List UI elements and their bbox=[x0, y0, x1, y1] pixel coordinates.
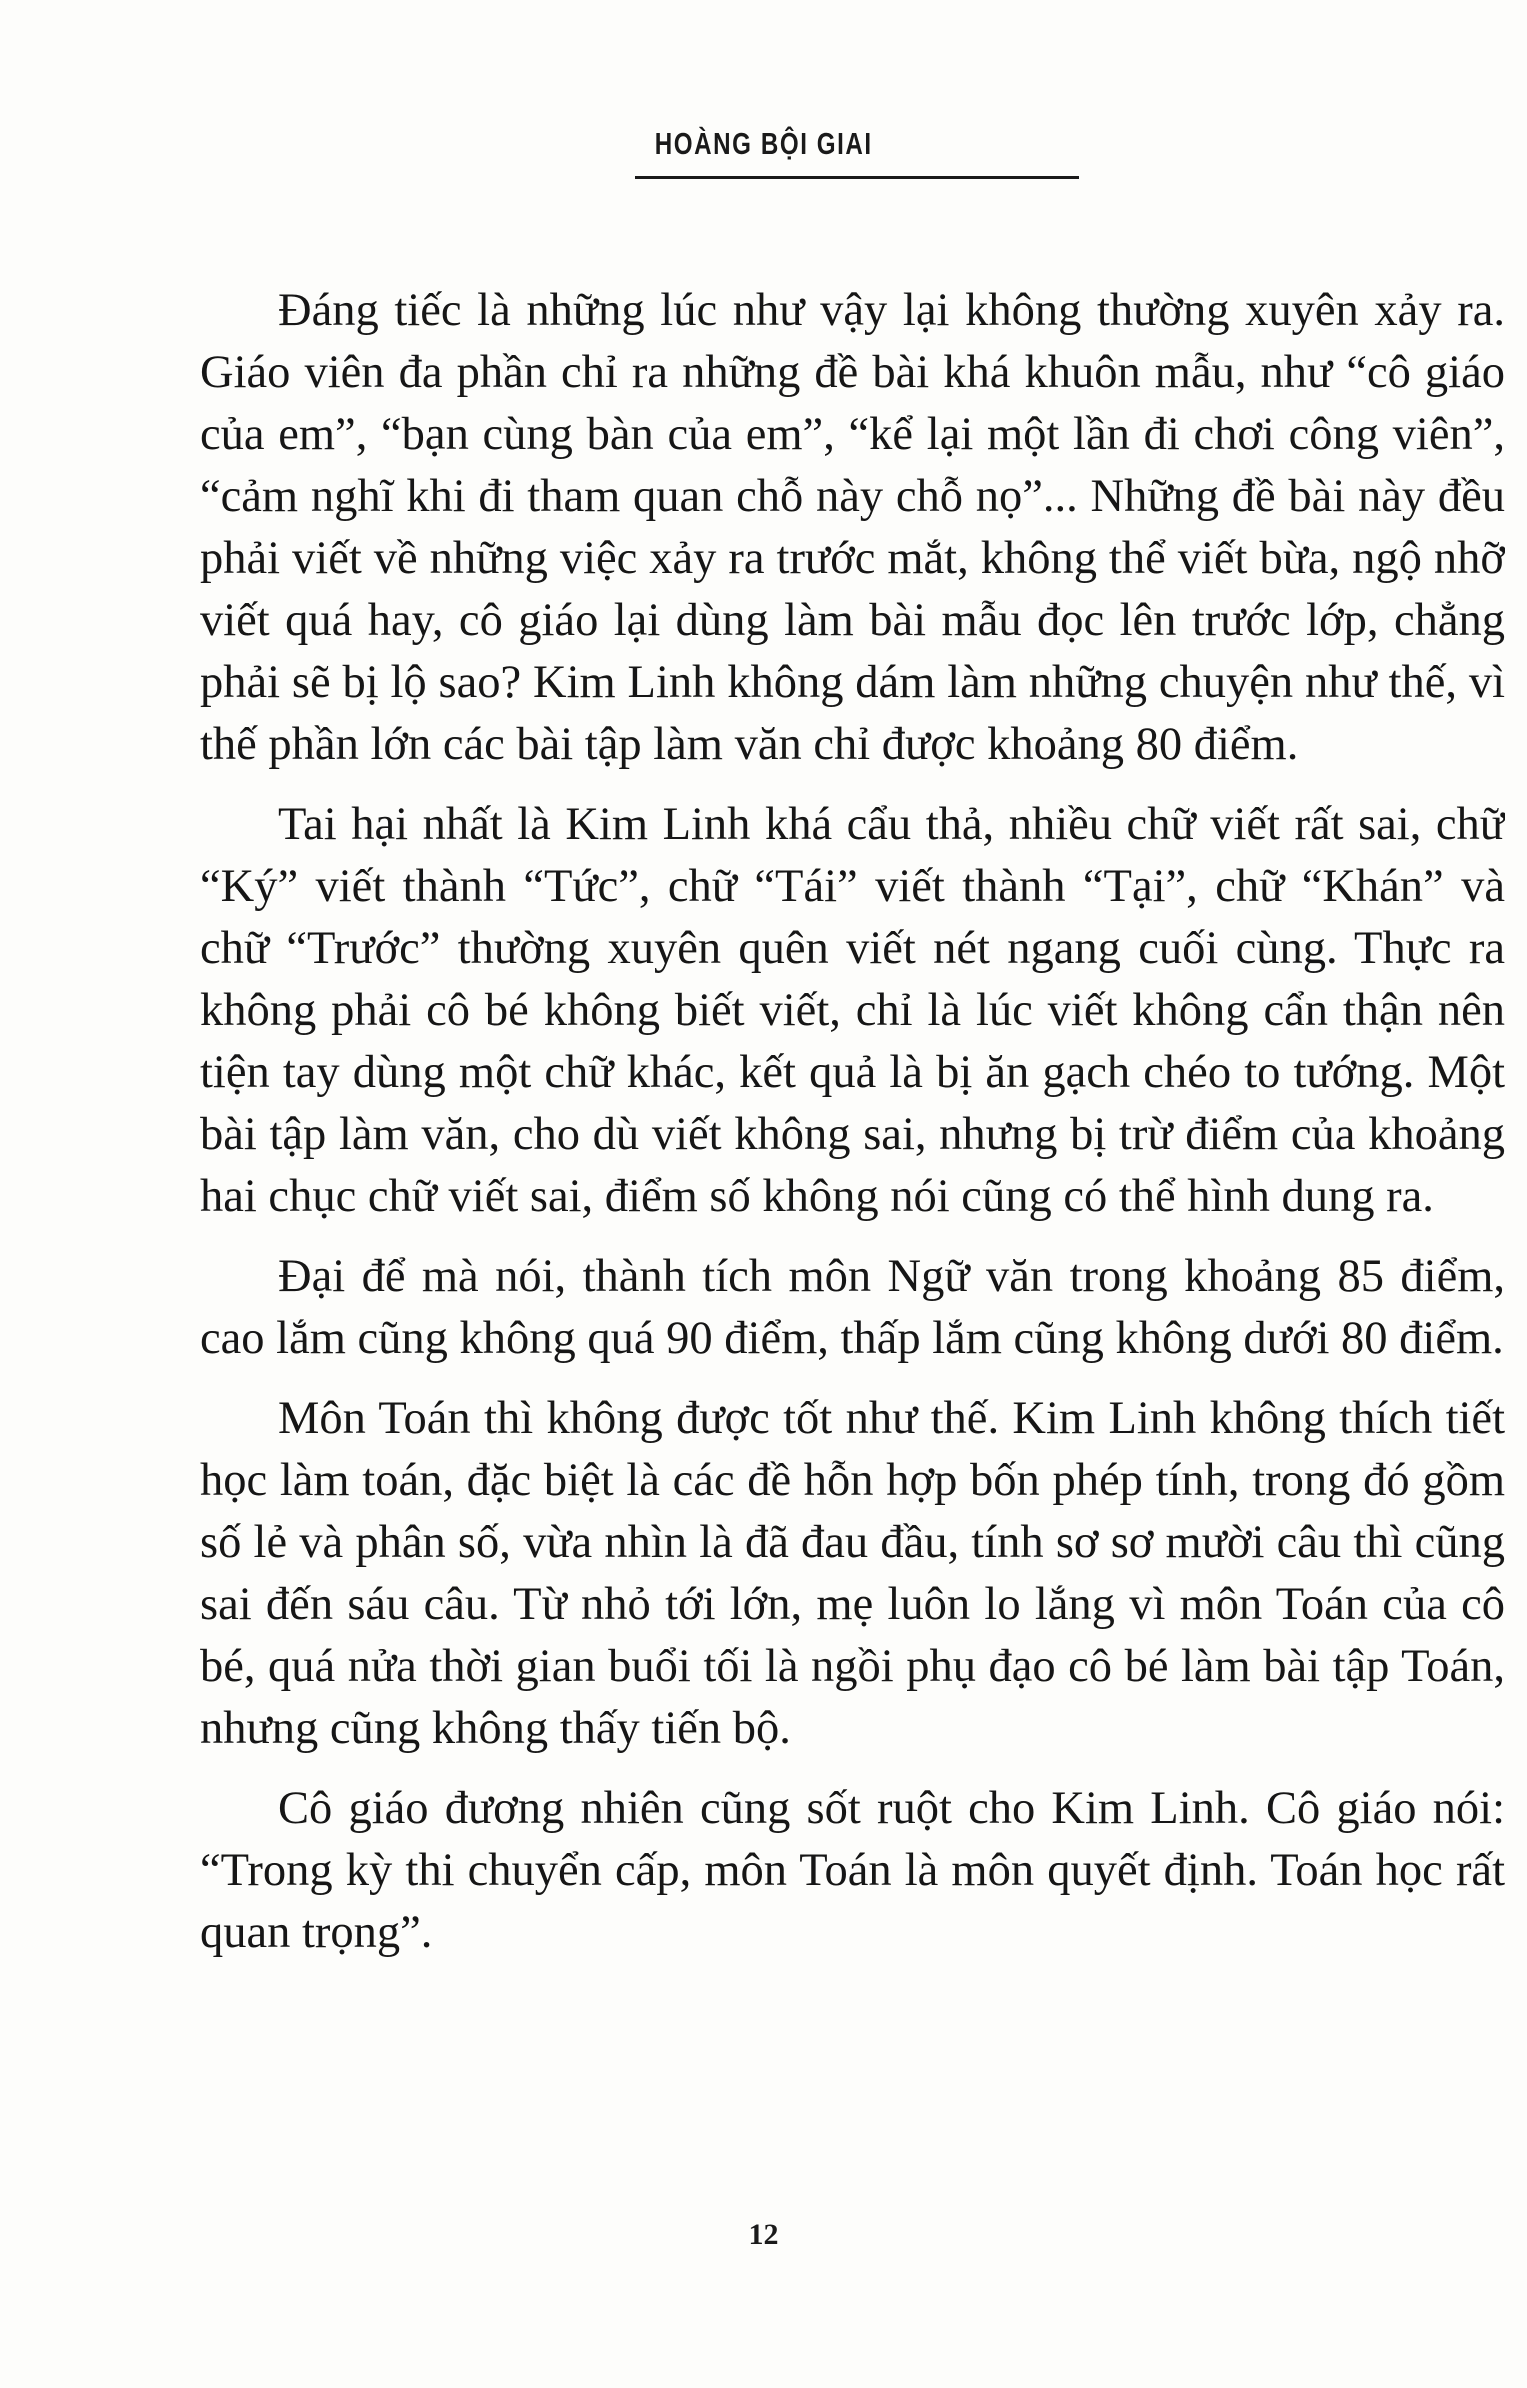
paragraph-3: Đại để mà nói, thành tích môn Ngữ văn trong khoảng 85 điểm, cao lắm cũng không quá 90 điểm, thấp lắm cũng không dưới 80 điểm. bbox=[200, 1251, 1505, 1364]
header-rule bbox=[635, 176, 1079, 179]
paragraph-5: Cô giáo đương nhiên cũng sốt ruột cho Kim Linh. Cô giáo nói: “Trong kỳ thi chuyển cấp, môn Toán là môn quyết định. Toán học rất quan trọng”. bbox=[200, 1783, 1505, 1958]
body-text bbox=[200, 280, 1505, 1982]
paragraph-2: Tai hại nhất là Kim Linh khá cẩu thả, nhiều chữ viết rất sai, chữ “Ký” viết thành “Tức”, chữ “Tái” viết thành “Tại”, chữ “Khán” và chữ “Trước” thường xuyên quên viết nét ngang cuối cùng. Thực ra không phải cô bé không biết viết, chỉ là lúc viết không cẩn thận nên tiện tay dùng một chữ khác, kết quả là bị ăn gạch chéo to tướng. Một bài tập làm văn, cho dù viết không sai, nhưng bị trừ điểm của khoảng hai chục chữ viết sai, điểm số không nói cũng có thể hình dung ra. bbox=[200, 799, 1505, 1222]
paragraph-1: Đáng tiếc là những lúc như vậy lại không thường xuyên xảy ra. Giáo viên đa phần chỉ ra những đề bài khá khuôn mẫu, như “cô giáo của em”, “bạn cùng bàn của em”, “kể lại một lần đi chơi công viên”, “cảm nghĩ khi đi tham quan chỗ này chỗ nọ”... Những đề bài này đều phải viết về những việc xảy ra trước mắt, không thể viết bừa, ngộ nhỡ viết quá hay, cô giáo lại dùng làm bài mẫu đọc lên trước lớp, chẳng phải sẽ bị lộ sao? Kim Linh không dám làm những chuyện như thế, vì thế phần lớn các bài tập làm văn chỉ được khoảng 80 điểm. bbox=[200, 285, 1505, 770]
header-title: HOÀNG BỘI GIAI bbox=[654, 126, 873, 161]
page-number: 12 bbox=[748, 2218, 779, 2251]
running-header bbox=[0, 126, 1527, 162]
paragraph-4: Môn Toán thì không được tốt như thế. Kim Linh không thích tiết học làm toán, đặc biệt là các đề hỗn hợp bốn phép tính, trong đó gồm số lẻ và phân số, vừa nhìn là đã đau đầu, tính sơ sơ mười câu thì cũng sai đến sáu câu. Từ nhỏ tới lớn, mẹ luôn lo lắng vì môn Toán của cô bé, quá nửa thời gian buổi tối là ngồi phụ đạo cô bé làm bài tập Toán, nhưng cũng không thấy tiến bộ. bbox=[200, 1393, 1505, 1754]
